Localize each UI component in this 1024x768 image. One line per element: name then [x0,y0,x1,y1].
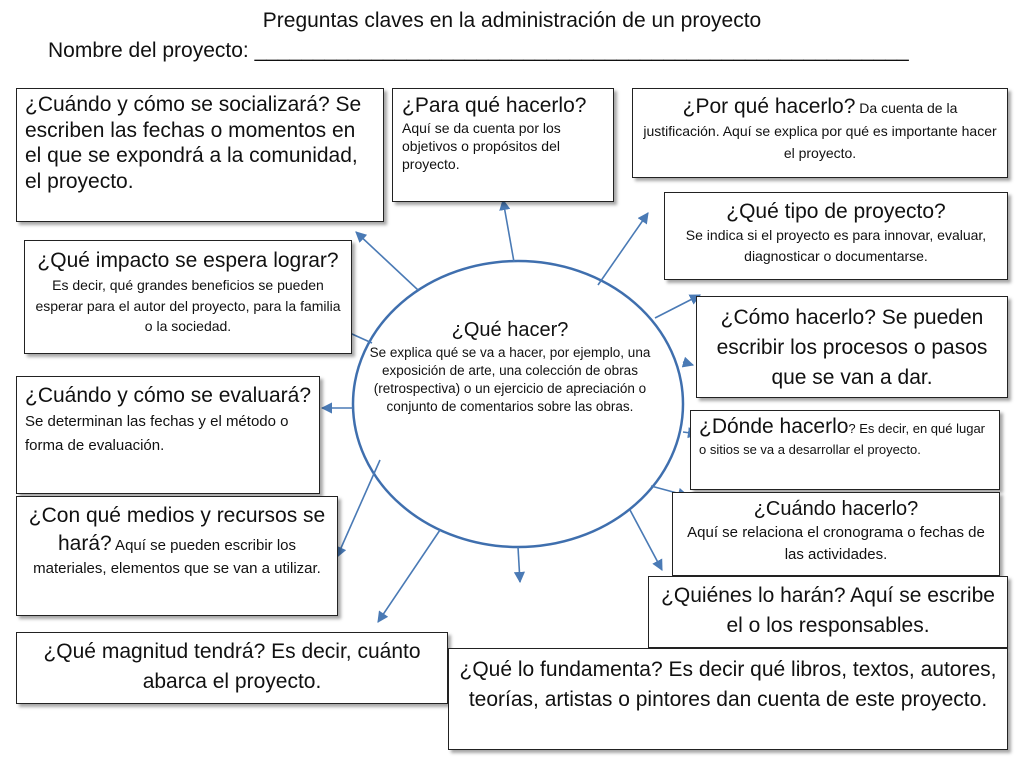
box-impacto [24,240,352,354]
arrow-fundamenta [518,547,520,582]
page-title: Preguntas claves en la administración de un proyecto [262,9,762,32]
box-description: Aquí se pueden escribir los materiales, elementos que se van a utilizar. [33,537,321,577]
box-question: ¿Cuándo y cómo se evaluará? [25,384,311,407]
box-description: Es decir, qué grandes beneficios se pueden esperar para el autor del proyecto, para la familia o la sociedad. [35,277,341,335]
center-node [360,318,660,416]
arrow-socializara [356,232,418,290]
box-cuando-evaluara [16,376,320,494]
box-question: ¿Cómo hacerlo? Se pueden escribir los procesos o pasos que se van a dar. [716,306,988,389]
box-fundamenta [448,648,1008,750]
project-name-line: Nombre del proyecto: ________________________________________________________ [48,39,909,62]
box-description: Aquí se relaciona el cronograma o fechas de las actividades. [687,524,985,563]
box-question: ¿Cuándo y cómo se socializará? [25,93,330,116]
box-cuando-socializara [16,88,384,222]
box-question: ¿Por qué hacerlo? [682,95,856,118]
box-por-que [632,88,1008,178]
box-medios-recursos [16,496,338,616]
box-question: ¿Para qué hacerlo? [402,94,587,117]
box-magnitud [16,632,448,704]
box-tipo-proyecto [664,192,1008,280]
box-cuando-hacerlo [672,492,1000,576]
arrow-quienes [630,510,662,570]
box-question: ¿Cuándo hacerlo? [753,498,919,520]
box-question: ¿Qué lo fundamenta? Es decir qué libros, textos, autores, teorías, artistas o pintores dan cuenta de este proyecto. [459,658,997,711]
box-question: ¿Qué impacto se espera lograr? [37,249,339,272]
box-description: Se determinan las fechas y el método o forma de evaluación. [25,413,289,454]
box-para-que [392,88,614,202]
arrow-medios [337,460,380,557]
arrow-como [683,362,693,365]
box-como-hacerlo [696,296,1008,398]
box-description: ? Es decir, en qué lugar o sitios se va a desarrollar el proyecto. [699,421,986,457]
arrow-tipo [655,295,700,318]
center-description: Se explica qué se va a hacer, por ejemplo, una exposición de arte, una colección de obras (retrospectiva) o un ejercicio de apreciación o conjunto de comentarios sobre las obras. [369,345,651,414]
box-question: ¿Quiénes lo harán? Aquí se escribe el o los responsables. [661,584,995,637]
arrow-por-que [598,213,648,285]
box-description: Se indica si el proyecto es para innovar, evaluar, diagnosticar o documentarse. [685,226,987,264]
box-question: ¿Con qué medios y recursos se hará? [28,504,326,555]
box-description: Da cuenta de la justificación. Aquí se explica por qué es importante hacer el proyecto. [643,100,997,161]
box-question: ¿Dónde hacerlo [699,415,849,438]
box-quienes [648,576,1008,648]
box-question: ¿Qué magnitud tendrá? Es decir, cuánto abarca el proyecto. [43,640,421,693]
box-question: ¿Qué tipo de proyecto? [726,200,946,223]
box-donde-hacerlo [690,410,1000,490]
arrow-para-que [503,200,514,262]
arrow-magnitud [378,530,440,622]
box-description: Se escriben las fechas o momentos en el que se expondrá a la comunidad, el proyecto. [25,93,362,193]
center-question: ¿Qué hacer? [451,319,569,341]
box-description: Aquí se da cuenta por los objetivos o propósitos del proyecto. [402,119,561,172]
